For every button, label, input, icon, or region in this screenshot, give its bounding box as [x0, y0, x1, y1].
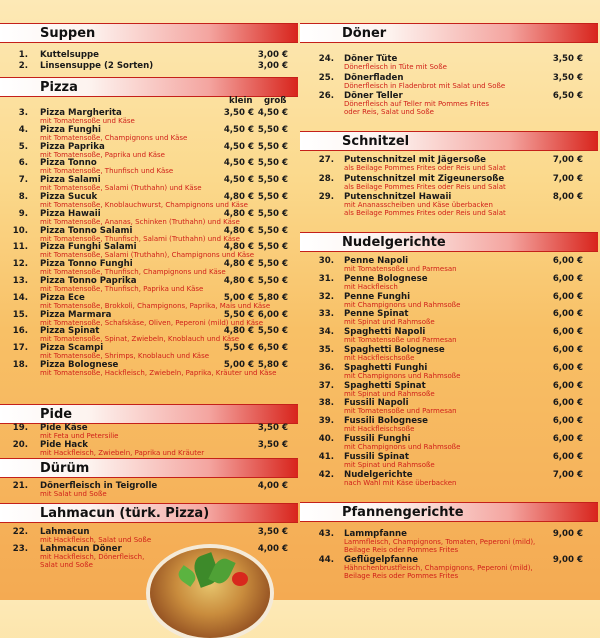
item-price: 6,00 €	[552, 416, 583, 427]
item-price-large: 5,50 €	[257, 141, 288, 152]
menu-item	[0, 192, 300, 209]
item-number: 31.	[318, 273, 334, 284]
menu-item	[300, 398, 600, 416]
item-name: Spaghetti Bolognese	[344, 345, 445, 355]
item-number: 12.	[12, 259, 28, 270]
item-number: 25.	[318, 73, 334, 83]
item-name: Pide Hack	[40, 440, 89, 450]
menu-item	[0, 259, 300, 277]
item-description: mit Champignons und Rahmsoße	[344, 443, 461, 451]
item-name: Kuttelsuppe	[40, 50, 99, 60]
item-name: Pizza Margherita	[40, 108, 122, 118]
item-price-large: 5,50 €	[257, 208, 288, 219]
item-name: Pizza Paprika	[40, 141, 105, 152]
item-name: Lahmacun	[40, 527, 90, 537]
item-number: 3.	[18, 108, 28, 118]
section-header-schnitzel: Schnitzel	[300, 131, 598, 151]
item-name: Geflügelpfanne	[344, 555, 419, 565]
item-name: Pizza Sucuk	[40, 192, 98, 202]
menu-item	[300, 174, 600, 191]
item-price-large: 5,80 €	[257, 292, 288, 303]
item-description: mit Tomatensoße, Hackfleisch, Zwiebeln, Paprika, Kräuter und Käse	[40, 369, 277, 377]
menu-item	[0, 108, 300, 125]
menu-item	[300, 256, 600, 273]
item-description: mit Hackfleisch, Zwiebeln, Paprika und Kräuter	[40, 449, 205, 457]
section-header-pizza: Pizza	[0, 77, 298, 97]
item-price-small: 5,00 €	[223, 292, 254, 303]
item-number: 24.	[318, 54, 334, 64]
item-price: 9,00 €	[552, 529, 583, 539]
menu-item	[0, 423, 300, 440]
item-price-large: 5,50 €	[257, 124, 288, 135]
item-price-small: 3,50 €	[223, 108, 254, 118]
item-price: 8,00 €	[552, 192, 583, 202]
menu-item	[0, 440, 300, 457]
item-description: mit Tomatensoße, Salami (Truthahn) und Käse	[40, 184, 202, 193]
section-header-doener: Döner	[300, 23, 598, 43]
item-price-large: 5,50 €	[257, 158, 288, 169]
size-label-large: groß	[264, 96, 287, 106]
item-price: 6,50 €	[552, 91, 583, 101]
item-name: Lammpfanne	[344, 529, 407, 539]
item-price-large: 6,00 €	[257, 309, 288, 320]
item-price: 6,00 €	[552, 380, 583, 391]
item-number: 18.	[12, 360, 28, 370]
item-description: mit Tomatensoße, Schafskäse, Oliven, Peperoni (mild) und Käse	[40, 318, 264, 327]
item-description: Dönerfleisch in Fladenbrot mit Salat und Soße	[344, 82, 506, 90]
item-name: Pizza Bolognese	[40, 360, 119, 370]
item-price-small: 4,80 €	[223, 242, 254, 253]
item-price-small: 4,50 €	[223, 141, 254, 152]
item-number: 42.	[318, 469, 334, 480]
menu-item	[300, 73, 600, 90]
item-description: mit Tomatensoße, Brokkoli, Champignons, Paprika, Mais und Käse	[40, 301, 271, 310]
item-price-large: 4,50 €	[257, 108, 288, 118]
item-description: mit Hackfleisch, Dönerfleisch, Salat und Soße	[40, 553, 145, 569]
menu-item	[300, 291, 600, 309]
item-number: 1.	[18, 50, 28, 60]
menu-item	[0, 175, 300, 193]
item-number: 15.	[12, 309, 28, 320]
item-name: Linsensuppe (2 Sorten)	[40, 61, 154, 71]
item-number: 9.	[18, 208, 28, 219]
item-number: 40.	[318, 434, 334, 444]
section-header-suppen: Suppen	[0, 23, 298, 43]
item-price-small: 4,50 €	[223, 124, 254, 135]
menu-item	[300, 529, 600, 554]
item-name: Fussili Spinat	[344, 451, 409, 462]
item-description: mit Tomatensoße, Thunfisch, Champignons und Käse	[40, 268, 226, 277]
item-number: 29.	[318, 192, 334, 202]
item-price: 6,00 €	[552, 327, 583, 338]
tomato-icon	[232, 572, 248, 586]
item-price: 3,50 €	[257, 527, 288, 537]
menu-item	[300, 451, 600, 469]
item-price-large: 5,50 €	[257, 175, 288, 186]
item-number: 28.	[318, 174, 334, 184]
item-description: Dönerfleisch auf Teller mit Pommes Frites oder Reis, Salat und Soße	[344, 100, 490, 116]
menu-item	[300, 555, 600, 580]
item-number: 30.	[318, 256, 334, 266]
menu-item	[0, 242, 300, 260]
item-description: mit Champignons und Rahmsoße	[344, 371, 461, 380]
item-name: Pizza Funghi Salami	[40, 242, 137, 253]
item-price: 9,00 €	[552, 555, 583, 565]
item-description: mit Tomatensoße, Knoblauchwurst, Champignons und Käse	[40, 201, 248, 209]
item-price: 3,50 €	[552, 54, 583, 64]
item-price: 7,00 €	[552, 469, 583, 480]
item-name: Pizza Marmara	[40, 309, 112, 320]
item-price-small: 4,80 €	[223, 276, 254, 286]
menu-item	[0, 141, 300, 159]
menu-item	[300, 434, 600, 451]
item-name: Pide Käse	[40, 423, 88, 433]
item-description: mit Tomatensoße, Thunfisch, Salami (Truthahn) und Käse	[40, 234, 240, 243]
menu-item	[0, 225, 300, 243]
menu-item	[0, 276, 300, 293]
item-description: mit Hackfleischsoße	[344, 354, 415, 362]
item-name: Pizza Hawaii	[40, 208, 101, 219]
item-number: 21.	[12, 481, 28, 491]
menu-item	[300, 54, 600, 71]
item-number: 37.	[318, 380, 334, 391]
item-price-small: 5,50 €	[223, 309, 254, 320]
item-description: Lammfleisch, Champignons, Tomaten, Peperoni (mild), Beilage Reis oder Pommes Frites	[344, 538, 536, 554]
menu-item	[0, 544, 300, 569]
item-number: 8.	[18, 192, 28, 202]
item-description: mit Salat und Soße	[40, 490, 107, 498]
item-price-small: 4,80 €	[223, 326, 254, 337]
item-name: Putenschnitzel mit Zigeunersoße	[344, 174, 505, 184]
item-description: mit Ananasscheiben und Käse überbacken als Beilage Pommes Frites oder Reis und Salat	[344, 201, 506, 217]
item-number: 38.	[318, 398, 334, 409]
item-price: 4,00 €	[257, 481, 288, 491]
menu-item	[0, 343, 300, 361]
item-number: 41.	[318, 451, 334, 462]
item-price: 3,50 €	[552, 73, 583, 83]
item-description: mit Tomatensoße, Ananas, Schinken (Truthahn) und Käse	[40, 217, 240, 226]
item-name: Pizza Salami	[40, 175, 101, 186]
item-price-small: 4,80 €	[223, 192, 254, 202]
menu-item	[0, 208, 300, 226]
item-description: mit Champignons und Rahmsoße	[344, 300, 461, 309]
item-number: 39.	[318, 416, 334, 427]
item-price: 4,00 €	[257, 544, 288, 554]
item-price: 7,00 €	[552, 174, 583, 184]
item-name: Spaghetti Funghi	[344, 362, 428, 373]
item-price: 6,00 €	[552, 345, 583, 355]
item-name: Nudelgerichte	[344, 469, 413, 480]
item-price-large: 5,80 €	[257, 360, 288, 370]
item-price-large: 5,50 €	[257, 259, 288, 270]
menu-item	[300, 327, 600, 345]
item-number: 33.	[318, 309, 334, 320]
item-description: mit Tomatensoße und Parmesan	[344, 265, 457, 273]
item-number: 23.	[12, 544, 28, 554]
item-name: Döner Teller	[344, 91, 403, 101]
item-number: 6.	[18, 158, 28, 169]
item-price: 6,00 €	[552, 362, 583, 373]
item-number: 10.	[12, 225, 28, 236]
item-price: 6,00 €	[552, 256, 583, 266]
menu-item	[0, 360, 300, 377]
item-name: Spaghetti Napoli	[344, 327, 426, 338]
item-name: Fussili Napoli	[344, 398, 409, 409]
item-name: Pizza Funghi	[40, 124, 101, 135]
item-price-small: 4,50 €	[223, 175, 254, 186]
section-header-nudeln: Nudelgerichte	[300, 232, 598, 252]
item-number: 11.	[12, 242, 28, 253]
item-price: 6,00 €	[552, 273, 583, 284]
item-number: 7.	[18, 175, 28, 186]
item-description: mit Tomatensoße, Spinat, Zwiebeln, Knoblauch und Käse	[40, 335, 240, 344]
menu-item	[300, 91, 600, 116]
item-name: Putenschnitzel Hawaii	[344, 192, 452, 202]
item-description: mit Spinat und Rahmsoße	[344, 318, 435, 327]
item-number: 34.	[318, 327, 334, 338]
item-price: 3,50 €	[257, 440, 288, 450]
item-number: 16.	[12, 326, 28, 337]
item-price-large: 5,50 €	[257, 225, 288, 236]
item-number: 5.	[18, 141, 28, 152]
item-number: 20.	[12, 440, 28, 450]
item-description: mit Tomatensoße, Thunfisch, Paprika und Käse	[40, 285, 204, 293]
item-description: mit Tomatensoße, Thunfisch und Käse	[40, 167, 174, 176]
item-number: 14.	[12, 292, 28, 303]
item-name: Döner Tüte	[344, 54, 398, 64]
item-description: mit Spinat und Rahmsoße	[344, 460, 435, 469]
item-name: Penne Bolognese	[344, 273, 428, 284]
item-price-small: 4,50 €	[223, 158, 254, 169]
item-price: 6,00 €	[552, 309, 583, 320]
size-label-small: klein	[229, 96, 253, 106]
item-price: 7,00 €	[552, 155, 583, 165]
item-name: Dönerfladen	[344, 73, 404, 83]
item-description: mit Tomatensoße und Parmesan	[344, 407, 457, 416]
menu-item	[300, 192, 600, 217]
menu-item	[300, 469, 600, 487]
item-name: Spaghetti Spinat	[344, 380, 426, 391]
item-number: 35.	[318, 345, 334, 355]
item-price-large: 5,50 €	[257, 192, 288, 202]
item-description: Hähnchenbrustfleisch, Champignons, Peperoni (mild), Beilage Reis oder Pommes Frites	[344, 564, 533, 580]
item-description: Dönerfleisch in Tüte mit Soße	[344, 63, 447, 71]
item-name: Pizza Tonno Salami	[40, 225, 133, 236]
item-price: 3,00 €	[257, 50, 288, 60]
menu-item	[300, 380, 600, 398]
item-price-large: 5,50 €	[257, 276, 288, 286]
item-name: Pizza Tonno Funghi	[40, 259, 133, 270]
item-price-small: 4,80 €	[223, 259, 254, 270]
menu-item	[0, 481, 300, 498]
menu-item	[0, 124, 300, 142]
item-number: 43.	[318, 529, 334, 539]
menu-item	[0, 309, 300, 327]
item-price: 6,00 €	[552, 451, 583, 462]
section-header-pfanne: Pfannengerichte	[300, 502, 598, 522]
item-price: 3,50 €	[257, 423, 288, 433]
item-description: mit Tomatensoße, Champignons und Käse	[40, 133, 188, 142]
item-description: nach Wahl mit Käse überbacken	[344, 478, 457, 487]
item-name: Fussili Bolognese	[344, 416, 428, 427]
item-number: 36.	[318, 362, 334, 373]
item-price-large: 5,50 €	[257, 326, 288, 337]
menu-item	[0, 527, 300, 544]
item-name: Pizza Spinat	[40, 326, 100, 337]
item-description: mit Hackfleisch	[344, 282, 398, 291]
item-number: 2.	[18, 61, 28, 71]
item-number: 26.	[318, 91, 334, 101]
item-number: 19.	[12, 423, 28, 433]
item-price-small: 5,00 €	[223, 360, 254, 370]
item-name: Putenschnitzel mit Jägersoße	[344, 155, 486, 165]
item-number: 22.	[12, 527, 28, 537]
section-header-duerum: Dürüm	[0, 458, 298, 478]
item-price-small: 4,80 €	[223, 225, 254, 236]
menu-item	[300, 416, 600, 434]
item-name: Penne Funghi	[344, 291, 411, 302]
menu-item	[300, 155, 600, 172]
item-description: als Beilage Pommes Frites oder Reis und Salat	[344, 164, 506, 172]
item-price: 6,00 €	[552, 291, 583, 302]
item-name: Penne Spinat	[344, 309, 409, 320]
menu-item	[300, 273, 600, 291]
item-description: mit Tomatensoße, Paprika und Käse	[40, 150, 165, 159]
item-name: Pizza Ece	[40, 292, 85, 303]
item-description: mit Spinat und Rahmsoße	[344, 389, 435, 398]
item-name: Dönerfleisch in Teigrolle	[40, 481, 158, 491]
item-number: 4.	[18, 124, 28, 135]
menu-item	[0, 158, 300, 176]
item-name: Lahmacun Döner	[40, 544, 122, 554]
item-description: mit Hackfleischsoße	[344, 425, 415, 434]
item-name: Fussili Funghi	[344, 434, 411, 444]
item-price-small: 4,80 €	[223, 208, 254, 219]
item-name: Pizza Tonno Paprika	[40, 276, 137, 286]
item-price-large: 6,50 €	[257, 343, 288, 354]
item-description: mit Tomatensoße und Parmesan	[344, 336, 457, 345]
item-description: mit Tomatensoße, Shrimps, Knoblauch und Käse	[40, 352, 210, 361]
menu-item	[300, 362, 600, 380]
item-number: 32.	[318, 291, 334, 302]
menu-item	[0, 292, 300, 310]
item-name: Pizza Scampi	[40, 343, 104, 354]
item-description: mit Feta und Petersilie	[40, 432, 119, 440]
menu-item	[0, 61, 300, 73]
item-price-small: 5,50 €	[223, 343, 254, 354]
item-number: 44.	[318, 555, 334, 565]
menu-item	[0, 326, 300, 344]
item-price: 6,00 €	[552, 398, 583, 409]
section-header-lahmacun: Lahmacun (türk. Pizza)	[0, 503, 298, 523]
item-description: mit Hackfleisch, Salat und Soße	[40, 536, 152, 544]
item-price: 3,00 €	[257, 61, 288, 71]
item-number: 13.	[12, 276, 28, 286]
section-header-pide: Pide	[0, 404, 298, 424]
item-name: Penne Napoli	[344, 256, 409, 266]
item-number: 27.	[318, 155, 334, 165]
item-number: 17.	[12, 343, 28, 354]
item-description: als Beilage Pommes Frites oder Reis und Salat	[344, 183, 506, 191]
item-description: mit Tomatensoße, Salami (Truthahn), Champignons und Käse	[40, 251, 255, 260]
menu-item	[300, 345, 600, 362]
item-price: 6,00 €	[552, 434, 583, 444]
menu-item	[300, 309, 600, 327]
item-description: mit Tomatensoße und Käse	[40, 117, 135, 125]
item-name: Pizza Tonno	[40, 158, 97, 169]
item-price-large: 5,50 €	[257, 242, 288, 253]
